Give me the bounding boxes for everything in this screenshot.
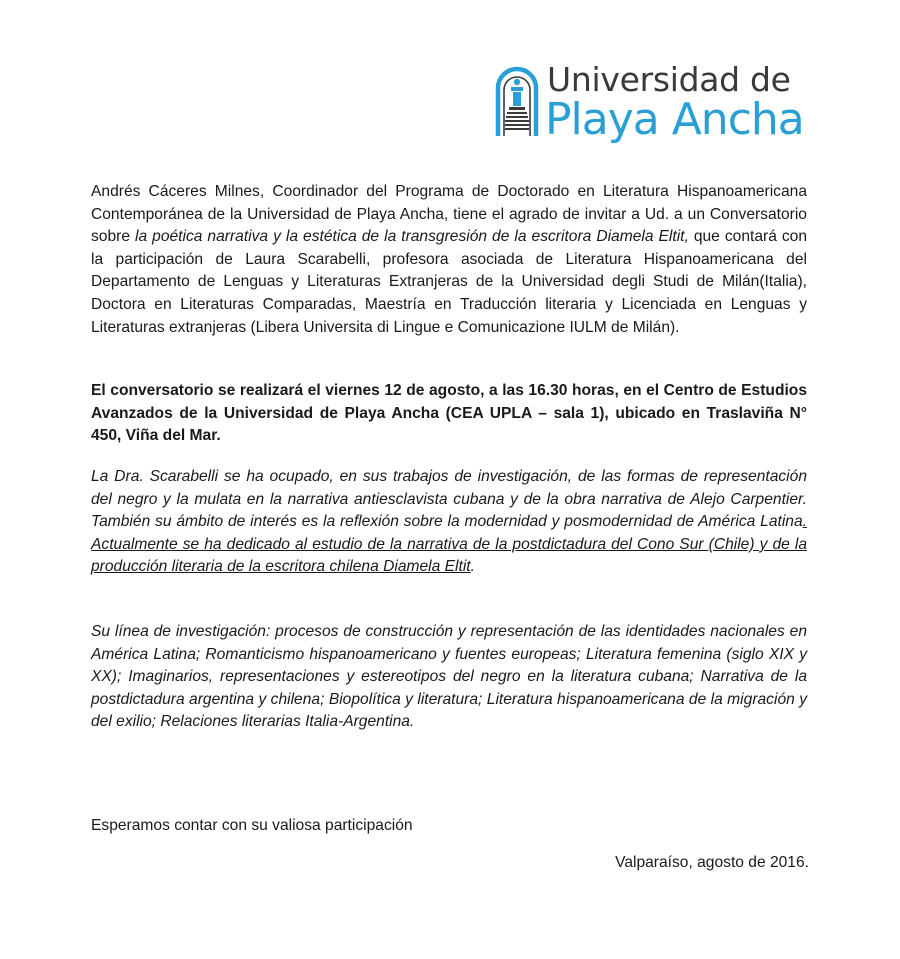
closing-line: Esperamos contar con su valiosa participación [91,817,413,834]
speaker-bio-text: La Dra. Scarabelli se ha ocupado, en sus trabajos de investigación, de las formas de representación del negro y la mulata en la narrativa antiesclavista cubana y de la obra narrativa de Alejo Carpentier. También su ámbito de interés es la reflexión sobre la modernidad y posmodernidad de América Latina [91,468,807,531]
research-lines-paragraph: Su línea de investigación: procesos de construcción y representación de las identidades nacionales en América Latina; Romanticismo hispanoamericano y fuentes europeas; Literatura femenina (siglo XIX y XX); Imaginarios, representaciones y estereotipos del negro en la literatura cubana; Narrativa de la postdictadura argentina y chilena; Biopolítica y literatura; Literatura hispanoamericana de la migración y del exilio; Relaciones literarias Italia-Argentina. [91,623,807,731]
invitation-paragraph [91,181,807,339]
conversatorio-topic: la poética narrativa y la estética de la transgresión de la escritora Diamela Eltit, [135,228,689,246]
university-logo [495,60,815,158]
logo-text-universidad: Universidad de [547,60,791,99]
invitation-text-intro: Andrés Cáceres Milnes, Coordinador del Programa de Doctorado en Literatura Hispanoamericana Contemporánea de la Universidad de Playa Ancha, tiene el agrado de invitar a Ud. a un Conversatorio sobre [91,183,807,246]
event-details-paragraph: El conversatorio se realizará el viernes 12 de agosto, a las 16.30 horas, en el Centro de Estudios Avanzados de la Universidad de Playa Ancha (CEA UPLA – sala 1), ubicado en Traslaviña N° 450, Viña del Mar. [91,382,807,445]
dateline: Valparaíso, agosto de 2016. [615,854,809,871]
logo-text-playa-ancha: Playa Ancha [545,94,804,145]
lighthouse-icon [495,66,539,138]
invitation-text-speaker: que contará con la participación de Laura Scarabelli, profesora asociada de Literatura Hispanoamericana del Departamento de Lenguas y Literaturas Extranjeras de la Universidad degli Studi de Milán(Italia), Doctora en Literaturas Comparadas, Maestría en Traducción literaria y Licenciada en Lenguas y Literaturas extranjeras (Libera Universita di Lingue e Comunicazione IULM de Milán). [91,228,808,336]
speaker-bio-underlined: . Actualmente se ha dedicado al estudio de la narrativa de la postdictadura del Cono Sur (Chile) y de la producción literaria de la escritora chilena Diamela Eltit [91,513,807,576]
speaker-bio-paragraph [91,466,807,579]
speaker-bio-end: . [470,558,475,576]
